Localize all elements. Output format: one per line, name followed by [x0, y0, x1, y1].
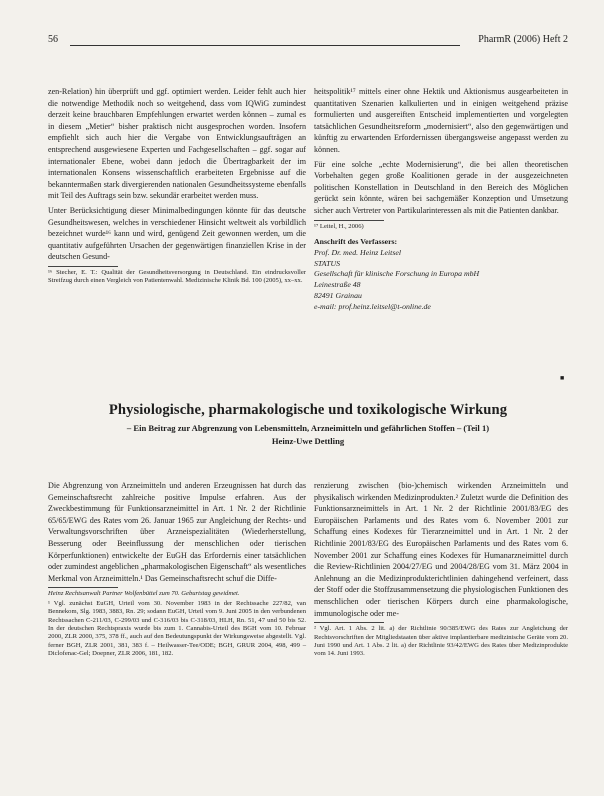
address-label: Anschrift des Verfassers:: [314, 236, 398, 246]
article-title: Physiologische, pharmakologische und toxikologische Wirkung: [108, 402, 508, 418]
journal-citation: PharmR (2006) Heft 2: [478, 34, 568, 45]
footnote-text: ¹⁶ Stecher, E. T.: Qualität der Gesundheitsversorgung in Deutschland. Ein eindrucksvoller Streifzug durch einen Vergleich von Patientenwahl. Medizinische Klinik Bd. 100 (2005), xx–xx.: [48, 268, 306, 285]
body-paragraph: zen-Relation) hin überprüft und ggf. optimiert werden. Leider fehlt auch hier die notwendige Methodik noch so weitgehend, dass vom IQWiG zumindest derzeit keine brauchbaren Empfehlungen erwartet werden können – zumal es in diesem „Metier“ bisher praktisch nicht ausgesprochen worden. Insofern empfiehlt sich auch hier die Vergabe von Entwicklungsaufträgen an entsprechend ausgewiesene Experten und Fachgesellschaften – ggf. sogar auf internationaler Ebene, wobei dann jedoch die Übertragbarkeit der im internationalen Konsens wissenschaftlich erarbeiteten Ergebnisse auf die bekanntermaßen stark divergierenden nationalen Gesundheitssysteme ebenfalls mit Teil des Auftrags sein bzw. sekundär erarbeitet werden muss.: [48, 87, 306, 201]
page-number: 56: [48, 34, 58, 45]
footnote-rule: [314, 622, 384, 623]
email-link[interactable]: e-mail: prof.heinz.leitsel@t-online.de: [314, 301, 431, 311]
footnote-rule: [48, 587, 118, 588]
footnote-rule: [314, 220, 384, 221]
address-line: Prof. Dr. med. Heinz Leitsel: [314, 247, 401, 257]
address-line: Gesellschaft für klinische Forschung in Europa mbH: [314, 269, 480, 279]
footnote-text: ¹ Vgl. zunächst EuGH, Urteil vom 30. November 1983 in der Rechtssache 227/82, van Bennekom, Slg. 1983, 3883, Rn. 29; sodann EuGH, Urteil vom 9. Juni 2005 in den verbundenen Rechtssachen C-211/03, C-299/03 und C-316/03 bis C-318/03, HLH, Rn. 51, 47 und 50 bis 52. In der deutschen Rechtspraxis wurde bis zum 1. Cannabis-Urteil des BGH vom 10. Februar 2000, ZLR 2000, 375, 378 ff., auch auf den Bedeutungspunkt der Wirkungsweise abgestellt. Vgl. ferner BGH, ZLR 2001, 381, 383 f. – Heilwasser-Tee/ODE; BGH, GRUR 2004, 498, 499 – Diclofenac-Gel; Doepner, ZLR 2006, 181, 182.: [48, 599, 306, 658]
header-rule: [70, 45, 460, 46]
footnote-text: ² Vgl. Art. 1 Abs. 2 lit. a) der Richtlinie 90/385/EWG des Rates zur Angleichung der Rechtsvorschriften der Mitgliedstaaten über aktive implantierbare medizinische Geräte vom 20. Juni 1990 und Art. 1 Abs. 2 lit. a) der Richtlinie 93/42/EWG des Rates über Medizinprodukte vom 14. Juni 1993.: [314, 625, 568, 658]
footnote: [314, 625, 568, 659]
bottom-left-column: [48, 480, 306, 660]
body-paragraph: Unter Berücksichtigung dieser Minimalbedingungen könnte für das deutsche Gesundheitswesen, welches in verschiedener Hinsicht weltweit als vorbildlich bezeichnet wurde¹⁶ kann und wird, genügend Zeit gewonnen werden, um die quantitativ aufgeführten Ursachen der gegenwärtigen finanziellen Krise in der deutschen Gesund-: [48, 205, 306, 262]
address-line: Leinestraße 48: [314, 280, 361, 290]
address-line: STATUS: [314, 258, 340, 268]
footnote-text: ¹⁷ Leitel, H., 2006): [314, 222, 364, 230]
footnote-rule: [48, 266, 118, 267]
end-of-article-mark: ■: [560, 374, 565, 382]
article-subtitle: – Ein Beitrag zur Abgrenzung von Lebensmitteln, Arzneimitteln und gefährlichen Stoffen – (Teil 1): [126, 423, 490, 433]
top-left-column: [48, 86, 306, 287]
address-line: 82491 Grainau: [314, 290, 362, 300]
article-heading: [48, 402, 568, 446]
body-paragraph: Die Abgrenzung von Arzneimitteln und anderen Erzeugnissen hat durch das Gemeinschaftsrecht zahlreiche positive Impulse erfahren. Aus der Zweckbestimmung für Funktionsarzneimittel in Art. 1 Nr. 2 der Richtlinie 65/65/EWG des Rates vom 26. Januar 1965 zur Angleichung der Rechts- und Verwaltungsvorschriften über Arzneispezialitäten (Wiederherstellung, Besserung oder Beeinflussung der menschlichen oder tierischen Körperfunktionen) entwickelte der EuGH das Erfordernis einer tatsächlichen oder zumindest angeblichen „pharmakologischen Eigenschaft“ als wesentliches Merkmal von Arzneimitteln.¹ Das Gemeinschaftsrecht schuf die Diffe-: [48, 481, 307, 583]
dedication-note: Heinz Rechtsanwalt Partner Wolfenbüttel zum 70. Geburtstag gewidmet.: [48, 590, 240, 598]
body-paragraph: Für eine solche „echte Modernisierung“, die bei allen theoretischen Vorbehalten gegen große Koalitionen gerade in der ausgezeichneten politischen Konstellation in Deutschland in den Bereich des Möglichen gerückt sein könnte, wären bei sachgemäßer Konzeption und Umsetzung sicher auch Vertreter von Partikularinteressen als mit die Patienten dankbar.: [314, 159, 568, 215]
footnote: [314, 223, 568, 231]
top-right-column: [314, 86, 568, 313]
author-address: [314, 237, 568, 313]
article-author: Heinz-Uwe Dettling: [271, 436, 345, 446]
footnote: [48, 269, 306, 286]
body-paragraph: heitspolitik¹⁷ mittels einer ohne Hektik und Aktionismus ausgearbeiteten in quantitativen Szenarien kalkulierten und in einigen weitgehend präzise formulierten und ausgereiften Entscheid implementierten und vorgelegten tatsächlichen Gesundheitsreform „modernisiert“, also den gegenwärtigen und künftig zu erwartenden Erfordernissen übergangsweise angepasst werden zu können.: [314, 87, 568, 154]
page-header: [48, 34, 568, 48]
footnote: [48, 590, 306, 658]
body-paragraph: renzierung zwischen (bio-)chemisch wirkenden Arzneimitteln und physikalisch wirkenden Medizinprodukten.² Zuletzt wurde die Definition des Funktionsarzneimittels in Art. 1 Nr. 2 der Richtlinie 2001/83/EG des Europäischen Parlaments und des Rates vom 6. November 2001 zur Schaffung eines Kodexes für Tierarzneimittel und in Art. 1 Nr. 2 der Richtlinie 2001/83/EG des Europäischen Parlaments und des Rates vom 6. November 2001 zur Schaffung eines Kodexes für Humanarzneimittel durch die Review-Richtlinien 2004/27/EG und 2004/28/EG vom 31. März 2004 in Anlehnung an die Medizinprodukterichtlinien dahingehend verfeinert, dass der Stoff oder die Stoffzusammensetzung die physiologischen Funktionen des menschlichen oder tierischen Körpers durch eine pharmakologische, immunologische oder me-: [314, 481, 568, 618]
bottom-right-column: [314, 480, 568, 660]
